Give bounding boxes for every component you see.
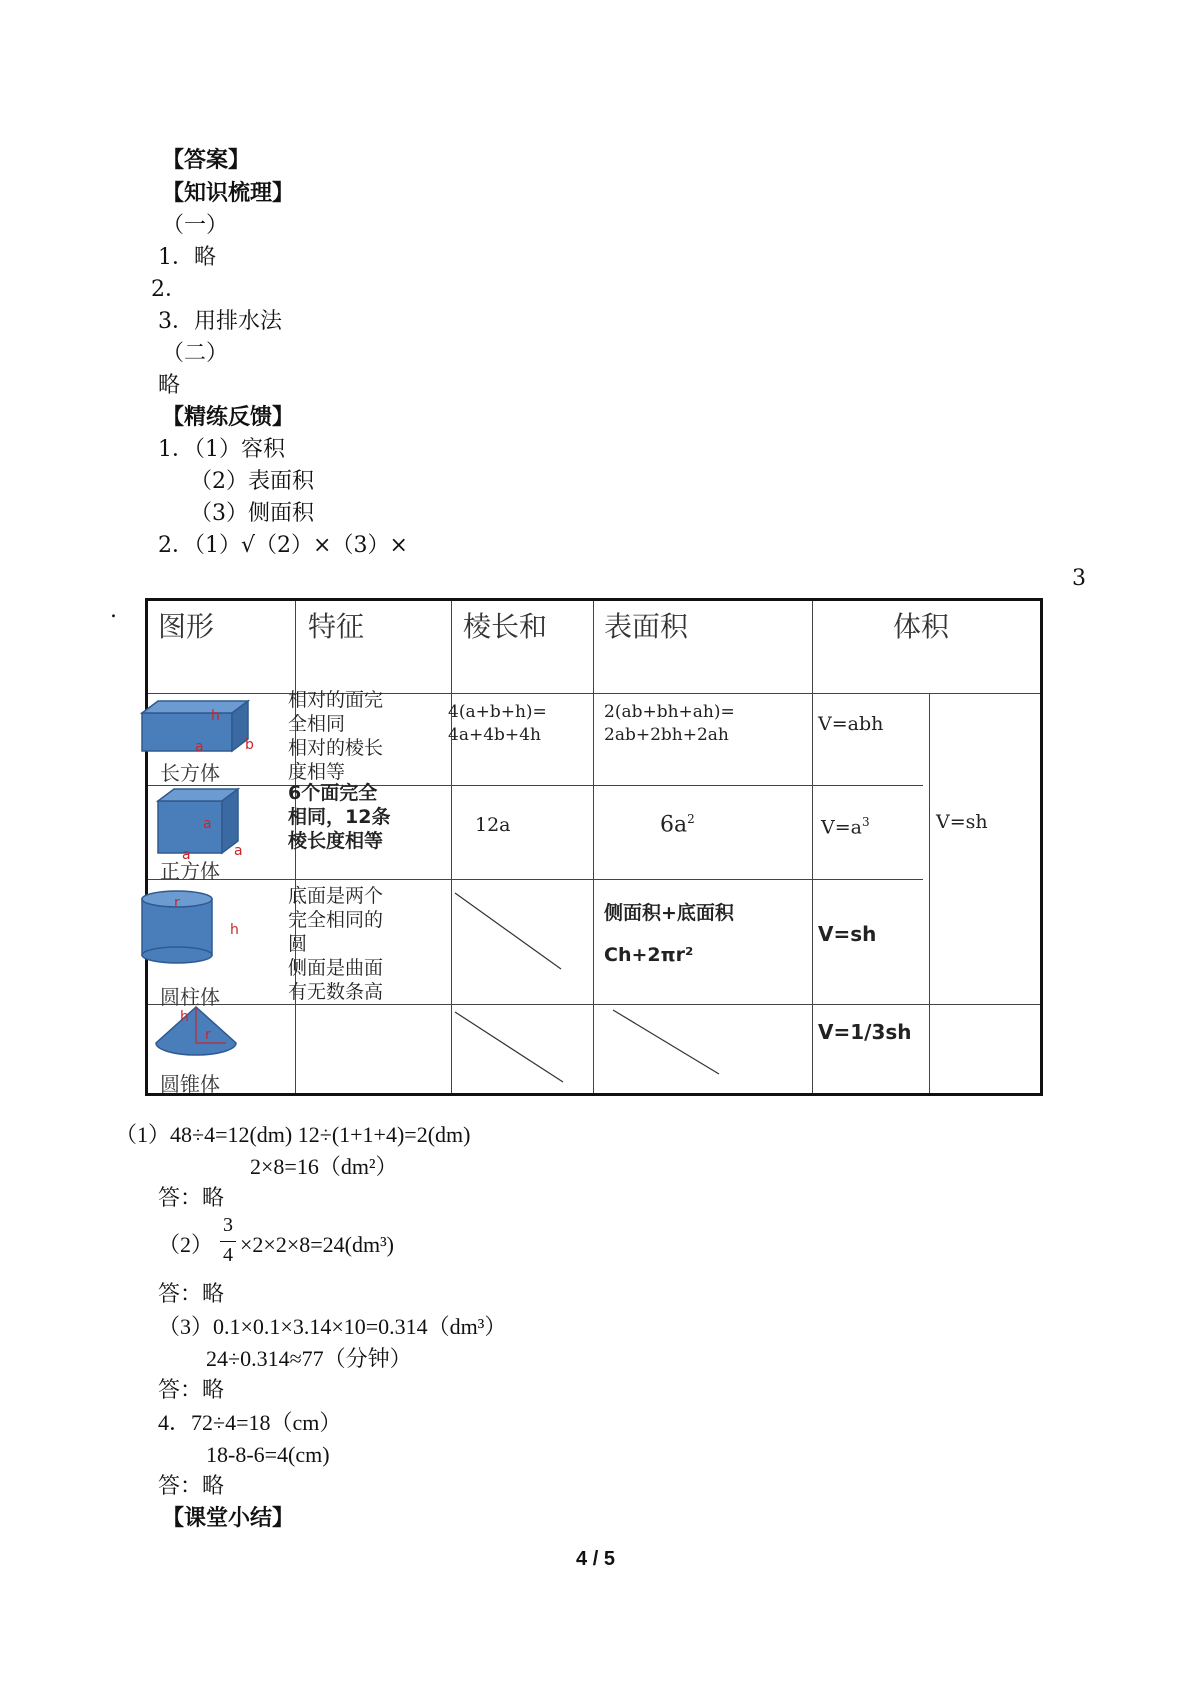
calc-q2-rest: ×2×2×8=24(dm³)	[240, 1232, 394, 1257]
practice-item-3-number: 3	[1072, 566, 1086, 591]
header-volume: 体积	[893, 610, 950, 643]
cone-label-r: r	[205, 1027, 211, 1043]
knowledge-heading: 【知识梳理】	[162, 181, 295, 206]
cuboid-label-a: a	[195, 739, 204, 755]
cube-feature: 6个面完全 相同，12条 棱长度相等	[288, 782, 391, 852]
answer-heading: 【答案】	[162, 148, 251, 173]
answer-1: 答：略	[158, 1186, 225, 1211]
fraction-numerator: 3	[223, 1214, 233, 1236]
cuboid-volume: V=abh	[818, 713, 884, 735]
item-one: 1．略	[158, 245, 216, 270]
summary-heading: 【课堂小结】	[162, 1506, 295, 1531]
cuboid-surface: 2(ab+bh+ah)= 2ab+2bh+2ah	[604, 702, 735, 745]
cone-volume: V=1/3sh	[818, 1020, 912, 1044]
cuboid-edge-sum: 4(a+b+h)= 4a+4b+4h	[448, 702, 547, 745]
page-number: 4 / 5	[576, 1548, 615, 1570]
answer-3: 答：略	[158, 1378, 225, 1403]
cuboid-label-b: b	[245, 737, 254, 753]
cylinder-edge-sum-empty-slash	[453, 881, 593, 1003]
answer-4: 答：略	[158, 1474, 225, 1499]
header-feature: 特征	[308, 610, 365, 643]
practice-heading: 【精练反馈】	[162, 405, 295, 430]
part-one-label: （一）	[162, 213, 229, 238]
cylinder-volume: V=sh	[818, 922, 877, 946]
header-surface-area: 表面积	[604, 610, 689, 643]
cuboid-label-h: h	[211, 708, 220, 724]
fraction-bar	[220, 1241, 236, 1242]
header-shape: 图形	[158, 610, 215, 643]
header-edge-sum: 棱长和	[463, 610, 548, 643]
cube-label-a-height: a	[203, 816, 212, 832]
calc-q3-line1: （3）0.1×0.1×3.14×10=0.314（dm³）	[158, 1314, 507, 1339]
calc-q4-line2: 18-8-6=4(cm)	[206, 1442, 330, 1467]
fraction-denominator: 4	[223, 1244, 233, 1266]
cube-label-a-width: a	[182, 847, 191, 863]
item-two: 2．	[151, 277, 187, 302]
bullet-dot: .	[110, 598, 117, 623]
cube-icon	[156, 787, 244, 857]
cube-volume: $V=a^3$	[821, 815, 870, 839]
calc-q2-prefix: （2）	[158, 1232, 214, 1257]
cylinder-feature: 底面是两个 完全相同的 圆 侧面是曲面 有无数条高	[288, 885, 384, 1003]
cube-label-a-depth: a	[234, 843, 243, 859]
cone-icon	[154, 1005, 238, 1063]
part-two-label: （二）	[162, 341, 229, 366]
cylinder-surface: 侧面积+底面积 Ch+2πr²	[604, 902, 734, 966]
practice-item-2: 2．（1）√（2）×（3）×	[158, 533, 408, 558]
cone-name: 圆锥体	[160, 1072, 220, 1096]
omitted-text: 略	[158, 373, 181, 398]
calc-q1-line2: 2×8=16（dm²）	[250, 1154, 398, 1179]
practice-item-1-2: （2）表面积	[190, 469, 314, 494]
cuboid-feature: 相对的面完 全相同 相对的棱长 度相等	[288, 689, 384, 783]
cuboid-name: 长方体	[160, 761, 220, 785]
cone-surface-empty-slash	[595, 1006, 811, 1096]
cylinder-label-r: r	[174, 895, 180, 911]
practice-item-1-3: （3）侧面积	[190, 501, 314, 526]
item-three: 3．用排水法	[158, 309, 282, 334]
cube-surface: $6a^2$	[660, 812, 695, 838]
calc-q4-line1: 4．72÷4=18（cm）	[158, 1410, 342, 1435]
cone-label-h: h	[180, 1009, 189, 1025]
shapes-table	[145, 598, 1043, 1096]
cone-edge-sum-empty-slash	[453, 1006, 593, 1096]
cylinder-label-h: h	[230, 922, 239, 938]
calc-q3-line2: 24÷0.314≈77（分钟）	[206, 1346, 412, 1371]
cube-edge-sum: 12a	[475, 814, 511, 836]
answer-2: 答：略	[158, 1282, 225, 1307]
calc-q1-line1: （1）48÷4=12(dm) 12÷(1+1+4)=2(dm)	[115, 1122, 471, 1147]
prism-volume-merged: V=sh	[936, 811, 988, 833]
cylinder-name: 圆柱体	[160, 985, 220, 1009]
practice-item-1: 1．（1）容积	[158, 437, 285, 462]
cube-name: 正方体	[160, 859, 220, 883]
